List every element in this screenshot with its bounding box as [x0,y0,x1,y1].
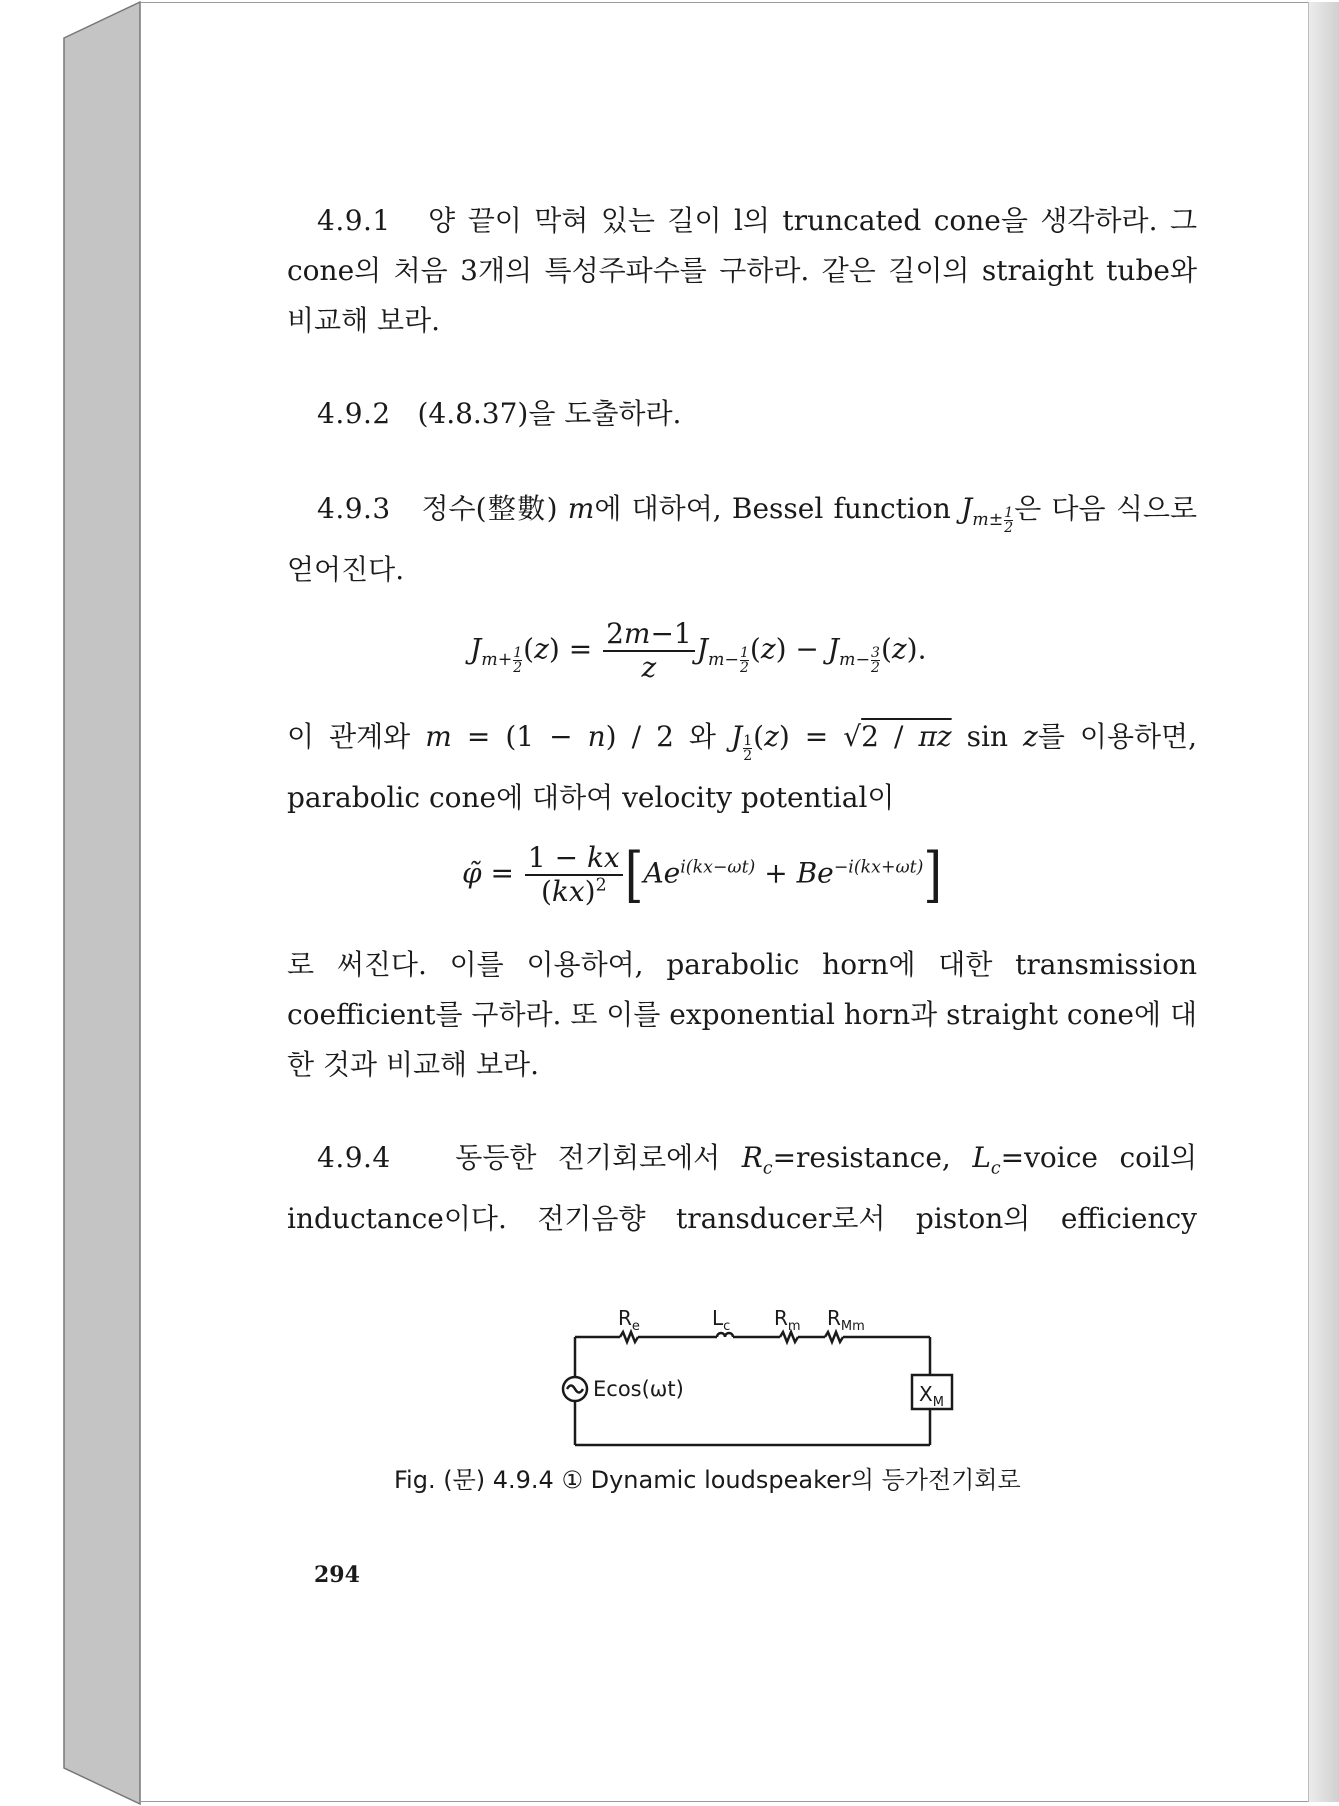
label-Lc: $L_c$ [712,1306,731,1334]
page-edge-shadow [1308,2,1339,1802]
problem-number: 4.9.3 [317,492,391,525]
problem-text-middle-b: 와 [673,720,731,753]
math-m: m [567,492,595,525]
problem-4-9-3-outro [287,940,1197,1090]
problem-4-9-2 [287,389,1197,439]
label-source: Ecos(ωt) [593,1377,684,1401]
problem-text-b: =resistance, [772,1141,973,1174]
equation-bessel-recurrence: $J_{m+ \frac{1}{2}}$ (z) = $\frac{2m-1}{z}$ $J_{m- \frac{1}{2}}$ $(z) - J_{m- \frac{3}{2}}$ (z). [470,617,927,685]
problem-text-c: =voice coil의 inductance이다. 전기음향 transducer로서 piston의 efficiency [287,1141,1197,1235]
label-RMm: $R_{Mm}$ [827,1306,865,1334]
equation-velocity-potential: φ̃ = $\frac{1 - kx}{(kx)^2}$ $[Ae^{i(kx-\omega t)} + Be^{-i(kx+\omega t)}]$ [462,840,943,911]
problem-number: 4.9.4 [317,1141,391,1174]
problem-text-middle-c: 를 이용하면, parabolic cone에 대하여 velocity potential이 [287,720,1197,814]
problem-text-c: 은 다음 식으로 얻어진다. [287,492,1197,586]
label-XM: $X_M$ [919,1382,944,1410]
problem-4-9-3-intro: 4.9.3 정수(整數) m에 대하여, Bessel function $J_{m\pm \frac{1}{2}}$ 은 다음 식으로 얻어진다. [287,492,1197,586]
problem-number: 4.9.1 [317,204,391,237]
problem-text-a: 동등한 전기회로에서 [455,1141,742,1174]
problem-text-b: 에 대하여, Bessel function [594,492,962,525]
equivalent-circuit-diagram [560,1295,960,1455]
problem-4-9-3-middle: 이 관계와 m = (1 − n) / 2 와 J $_{\frac{1}{2}}$ (z) = √2 / πz sin z를 이용하면, parabolic cone에 대하여 velocity potential이 [287,720,1197,814]
label-Re: $R_e$ [618,1306,640,1334]
page-number: 294 [314,1562,360,1588]
label-Rm: $R_m$ [774,1306,801,1334]
problem-4-9-4: 4.9.4 동등한 전기회로에서 $R_c=resistance$, $L_c=voice$ coil의 inductance이다. 전기음향 transducer로서 piston의 efficiency [287,1141,1197,1235]
figure-caption: Fig. (문) 4.9.4 ① Dynamic loudspeaker의 등가전기회로 [394,1466,1021,1494]
problem-text-a: 정수(整數) [421,492,568,525]
problem-text: (4.8.37)을 도출하라. [417,397,682,430]
problem-text: 양 끝이 막혀 있는 길이 l의 truncated cone을 생각하라. 그 cone의 처음 3개의 특성주파수를 구하라. 같은 길이의 straight tube와 비교해 보라. [287,204,1198,337]
problem-number: 4.9.2 [317,397,391,430]
problem-text-outro: 로 써진다. 이를 이용하여, parabolic horn에 대한 transmission coefficient를 구하라. 또 이를 exponential horn과 straight cone에 대한 것과 비교해 보라. [287,948,1197,1081]
book-spine-edge [62,0,142,1806]
math-bessel-J: J [961,492,973,525]
problem-text-middle-a: 이 관계와 [287,720,426,753]
problem-4-9-1 [287,196,1197,346]
